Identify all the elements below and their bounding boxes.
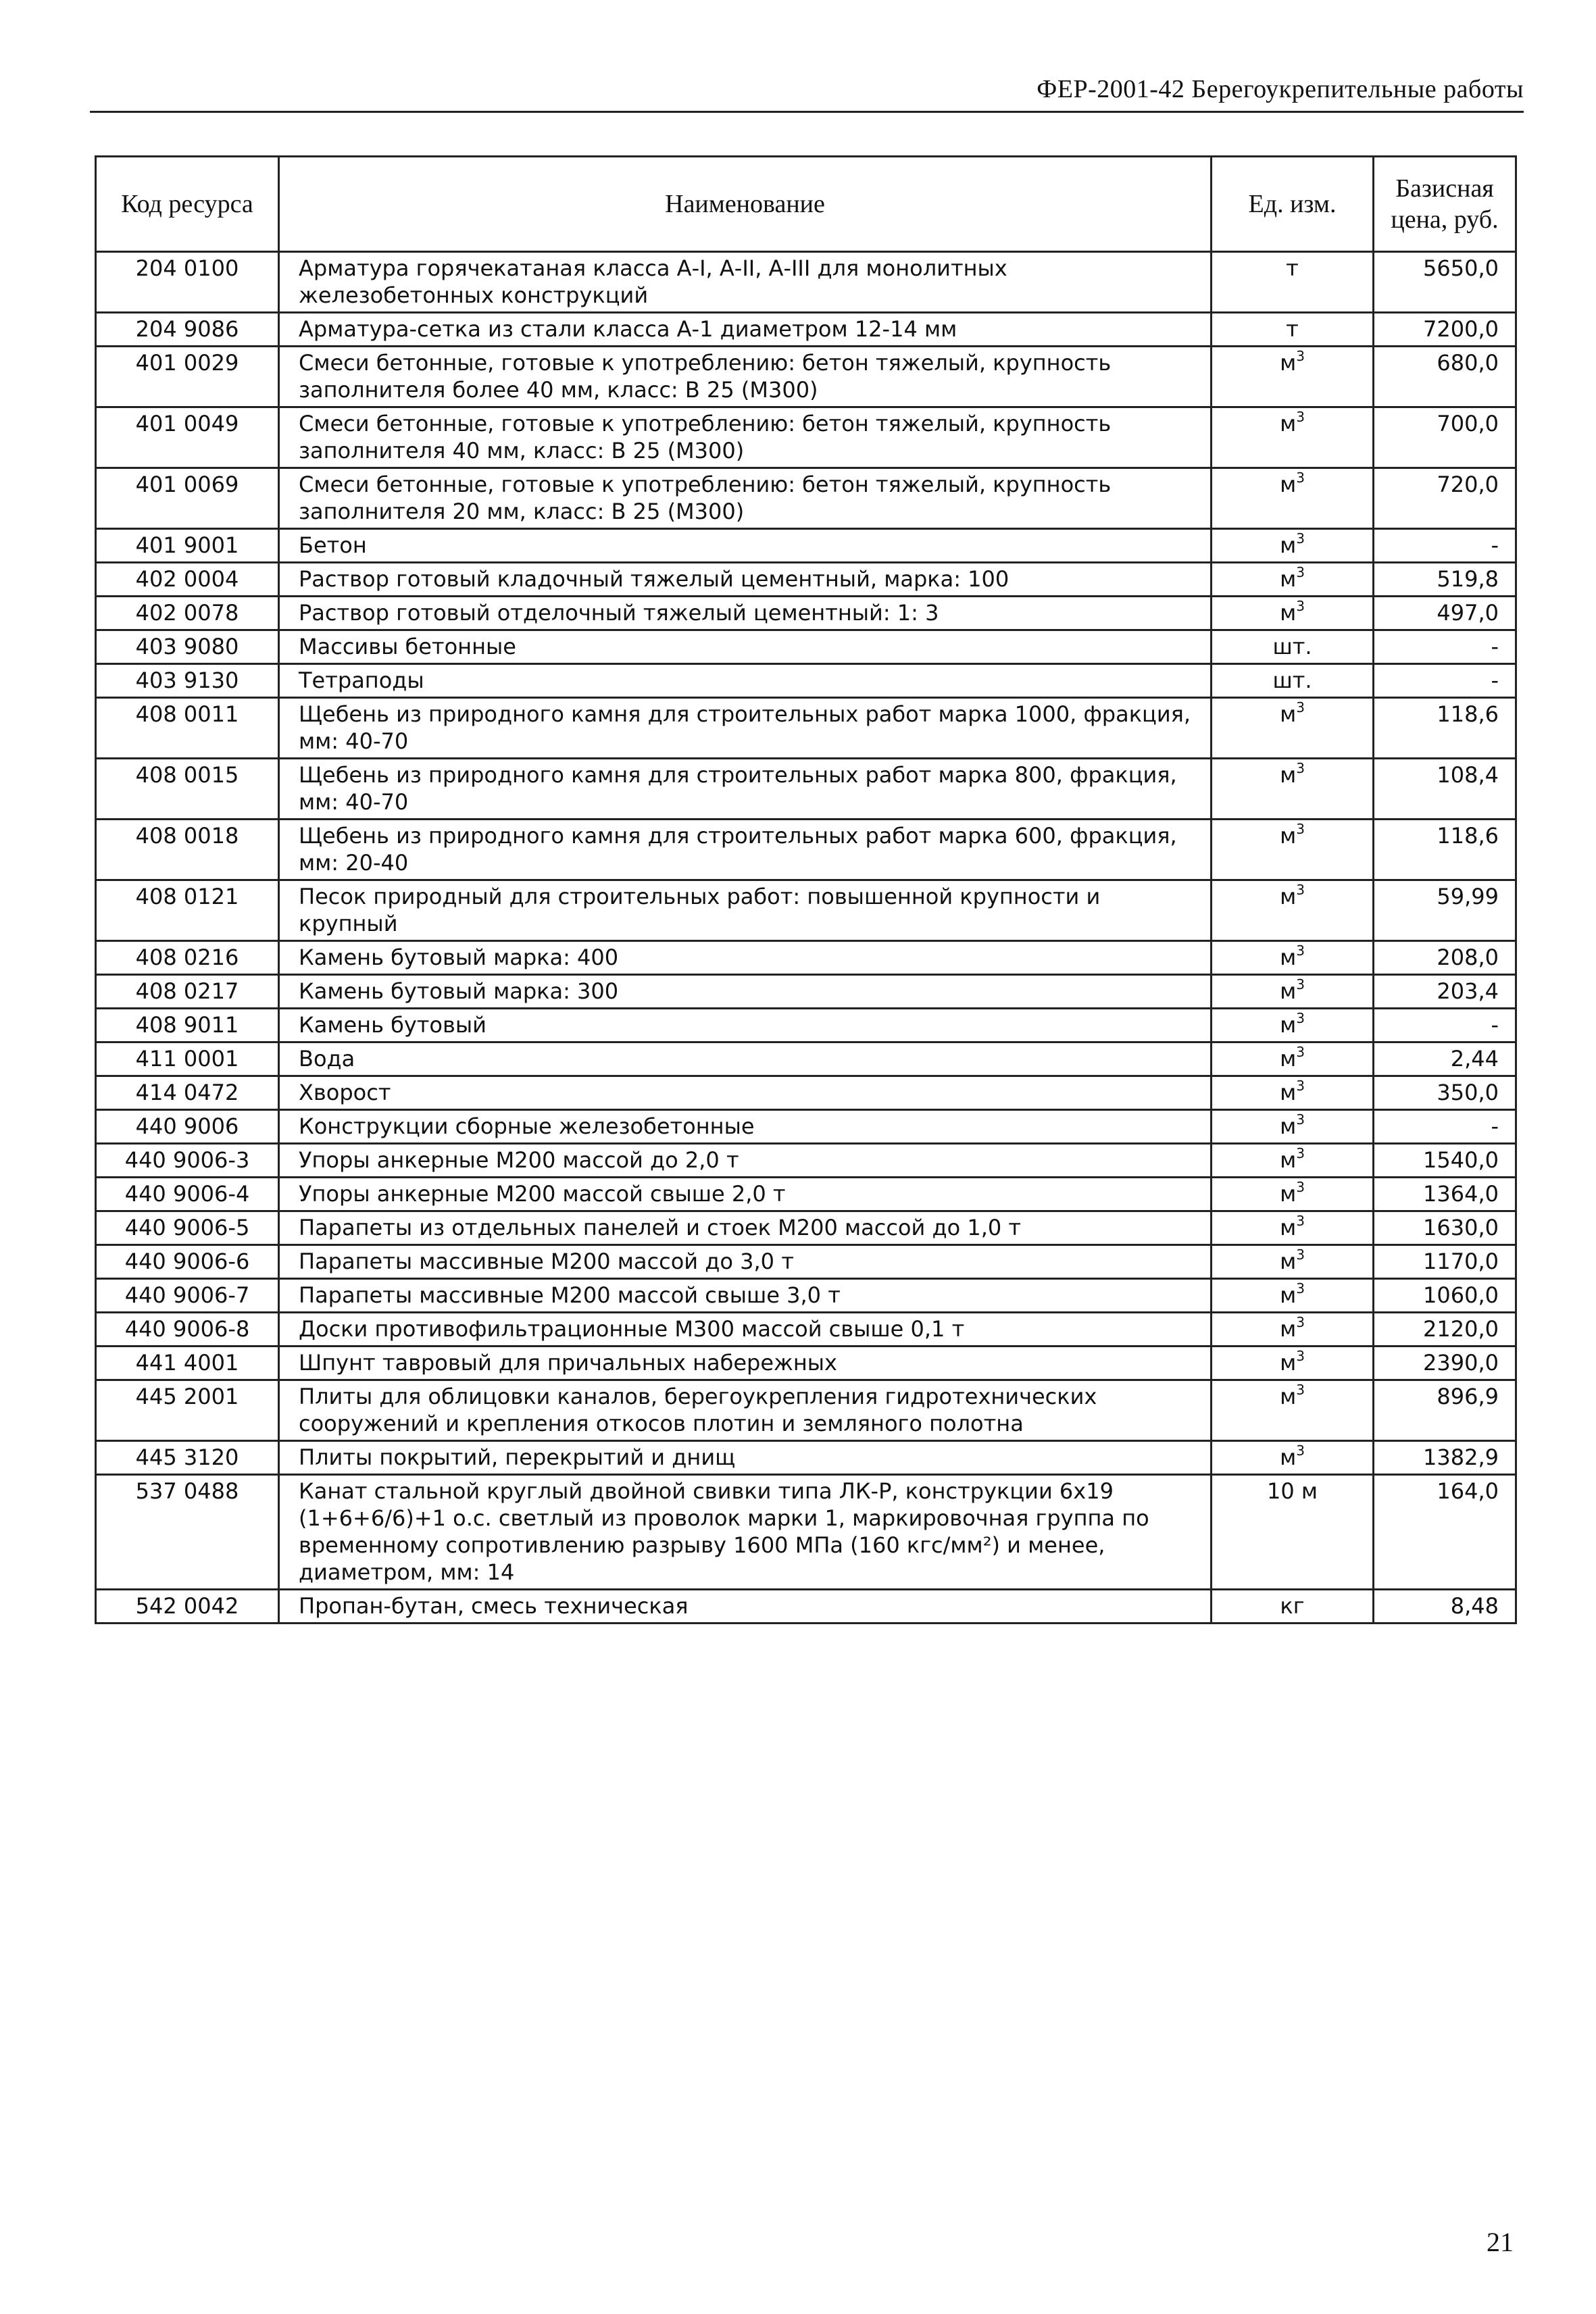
resource-name-cell: Арматура-сетка из стали класса А-1 диаметром 12-14 мм <box>279 313 1212 347</box>
base-price-cell: 59,99 <box>1374 880 1516 941</box>
resource-code-cell: 402 0078 <box>96 597 279 630</box>
resource-name-cell: Раствор готовый кладочный тяжелый цементный, марка: 100 <box>279 563 1212 597</box>
resource-code-cell: 408 0217 <box>96 975 279 1009</box>
table-row <box>96 975 1516 1009</box>
base-price-cell: 7200,0 <box>1374 313 1516 347</box>
unit-cell <box>1212 1009 1374 1042</box>
table-row <box>96 1380 1516 1441</box>
table-row <box>96 1009 1516 1042</box>
resource-name-cell: Раствор готовый отделочный тяжелый цементный: 1: 3 <box>279 597 1212 630</box>
base-price-cell: 896,9 <box>1374 1380 1516 1441</box>
resource-code-cell: 408 0018 <box>96 820 279 880</box>
unit-label: м <box>1280 566 1297 592</box>
base-price-cell: 208,0 <box>1374 941 1516 975</box>
unit-exponent: 3 <box>1296 1179 1305 1195</box>
unit-exponent: 3 <box>1296 1044 1305 1060</box>
column-header-code: Код ресурса <box>96 157 279 252</box>
unit-cell <box>1212 820 1374 880</box>
base-price-cell: 108,4 <box>1374 759 1516 820</box>
base-price-cell: 164,0 <box>1374 1475 1516 1590</box>
base-price-cell: 118,6 <box>1374 820 1516 880</box>
base-price-cell: 720,0 <box>1374 468 1516 529</box>
table-row <box>96 664 1516 698</box>
resource-name-cell: Плиты для облицовки каналов, берегоукрепления гидротехнических сооружений и крепления откосов плотин и земляного полотна <box>279 1380 1212 1441</box>
running-header: ФЕР-2001-42 Берегоукрепительные работы <box>90 74 1524 113</box>
base-price-cell: 2390,0 <box>1374 1347 1516 1380</box>
table-row <box>96 1313 1516 1347</box>
resource-name-cell: Камень бутовый <box>279 1009 1212 1042</box>
unit-cell <box>1212 630 1374 664</box>
table-row <box>96 1042 1516 1076</box>
resource-code-cell: 402 0004 <box>96 563 279 597</box>
resource-name-cell: Арматура горячекатаная класса А-I, А-II, А-III для монолитных железобетонных конструкций <box>279 252 1212 313</box>
column-header-price: Базисная цена, руб. <box>1374 157 1516 252</box>
resource-code-cell: 408 0121 <box>96 880 279 941</box>
resource-name-cell: Тетраподы <box>279 664 1212 698</box>
unit-cell <box>1212 1042 1374 1076</box>
unit-exponent: 3 <box>1296 564 1305 580</box>
resource-name-cell: Доски противофильтрационные М300 массой свыше 0,1 т <box>279 1313 1212 1347</box>
unit-cell <box>1212 563 1374 597</box>
resource-name-cell: Пропан-бутан, смесь техническая <box>279 1590 1212 1624</box>
resource-name-cell: Смеси бетонные, готовые к употреблению: бетон тяжелый, крупность заполнителя 20 мм, класс: В 25 (М300) <box>279 468 1212 529</box>
table-row <box>96 563 1516 597</box>
unit-exponent: 3 <box>1296 1213 1305 1229</box>
unit-label: м <box>1280 1444 1297 1470</box>
resource-name-cell: Парапеты из отдельных панелей и стоек М200 массой до 1,0 т <box>279 1211 1212 1245</box>
unit-label: м <box>1280 472 1297 497</box>
resource-code-cell: 401 0069 <box>96 468 279 529</box>
unit-cell <box>1212 1380 1374 1441</box>
unit-label: м <box>1280 532 1297 558</box>
base-price-cell: 1630,0 <box>1374 1211 1516 1245</box>
table-row <box>96 1245 1516 1279</box>
table-row <box>96 468 1516 529</box>
unit-exponent: 3 <box>1296 882 1305 898</box>
resource-code-cell: 414 0472 <box>96 1076 279 1110</box>
table-row <box>96 1590 1516 1624</box>
base-price-cell: - <box>1374 1009 1516 1042</box>
table-row <box>96 347 1516 407</box>
unit-cell <box>1212 1178 1374 1211</box>
base-price-cell: 497,0 <box>1374 597 1516 630</box>
resource-code-cell: 440 9006-6 <box>96 1245 279 1279</box>
resource-code-cell: 401 0029 <box>96 347 279 407</box>
table-row <box>96 1110 1516 1144</box>
resource-name-cell: Бетон <box>279 529 1212 563</box>
resource-code-cell: 408 0216 <box>96 941 279 975</box>
resource-name-cell: Массивы бетонные <box>279 630 1212 664</box>
unit-label: м <box>1280 1350 1297 1376</box>
resource-name-cell: Хворост <box>279 1076 1212 1110</box>
base-price-cell: 1364,0 <box>1374 1178 1516 1211</box>
unit-cell <box>1212 1590 1374 1624</box>
resource-name-cell: Канат стальной круглый двойной свивки типа ЛК-Р, конструкции 6х19 (1+6+6/6)+1 о.с. светлый из проволок марки 1, маркировочная группа по временному сопротивлению разрыву 1600 МПа (160 кгс/мм²) и менее, диаметром, мм: 14 <box>279 1475 1212 1590</box>
resource-name-cell: Щебень из природного камня для строительных работ марка 1000, фракция, мм: 40-70 <box>279 698 1212 759</box>
unit-exponent: 3 <box>1296 942 1305 959</box>
base-price-cell: - <box>1374 529 1516 563</box>
unit-cell <box>1212 468 1374 529</box>
resource-code-cell: 440 9006 <box>96 1110 279 1144</box>
resource-name-cell: Щебень из природного камня для строительных работ марка 800, фракция, мм: 40-70 <box>279 759 1212 820</box>
unit-label: м <box>1280 1080 1297 1105</box>
resource-name-cell: Парапеты массивные М200 массой до 3,0 т <box>279 1245 1212 1279</box>
table-row <box>96 1347 1516 1380</box>
unit-label: м <box>1280 350 1297 376</box>
base-price-cell: - <box>1374 630 1516 664</box>
unit-label: м <box>1280 1316 1297 1342</box>
unit-exponent: 3 <box>1296 1247 1305 1263</box>
table-row <box>96 407 1516 468</box>
unit-exponent: 3 <box>1296 821 1305 837</box>
unit-cell <box>1212 664 1374 698</box>
table-row <box>96 1076 1516 1110</box>
resource-code-cell: 411 0001 <box>96 1042 279 1076</box>
unit-cell <box>1212 1475 1374 1590</box>
unit-exponent: 3 <box>1296 1348 1305 1364</box>
unit-label: м <box>1280 1012 1297 1038</box>
unit-cell <box>1212 407 1374 468</box>
table-row <box>96 1475 1516 1590</box>
base-price-cell: 519,8 <box>1374 563 1516 597</box>
unit-cell <box>1212 1144 1374 1178</box>
unit-cell <box>1212 252 1374 313</box>
table-row <box>96 880 1516 941</box>
table-row <box>96 1144 1516 1178</box>
unit-exponent: 3 <box>1296 1442 1305 1459</box>
unit-cell <box>1212 941 1374 975</box>
unit-cell <box>1212 529 1374 563</box>
base-price-cell: 118,6 <box>1374 698 1516 759</box>
unit-label: шт. <box>1272 668 1312 693</box>
base-price-cell: 1060,0 <box>1374 1279 1516 1313</box>
base-price-cell: 5650,0 <box>1374 252 1516 313</box>
table-row <box>96 252 1516 313</box>
base-price-cell: 2120,0 <box>1374 1313 1516 1347</box>
table-header-row <box>96 157 1516 252</box>
table-row <box>96 698 1516 759</box>
table-body <box>96 252 1516 1624</box>
unit-cell <box>1212 313 1374 347</box>
unit-cell <box>1212 1076 1374 1110</box>
unit-label: 10 м <box>1266 1478 1318 1504</box>
resource-name-cell: Шпунт тавровый для причальных набережных <box>279 1347 1212 1380</box>
unit-cell <box>1212 1313 1374 1347</box>
unit-cell <box>1212 975 1374 1009</box>
unit-exponent: 3 <box>1296 1145 1305 1161</box>
table-row <box>96 630 1516 664</box>
unit-cell <box>1212 347 1374 407</box>
unit-exponent: 3 <box>1296 760 1305 776</box>
base-price-cell: 700,0 <box>1374 407 1516 468</box>
unit-exponent: 3 <box>1296 1111 1305 1128</box>
resource-code-cell: 401 9001 <box>96 529 279 563</box>
unit-exponent: 3 <box>1296 1078 1305 1094</box>
resource-name-cell: Плиты покрытий, перекрытий и днищ <box>279 1441 1212 1475</box>
base-price-cell: - <box>1374 664 1516 698</box>
resource-code-cell: 403 9080 <box>96 630 279 664</box>
unit-cell <box>1212 1110 1374 1144</box>
base-price-cell: 2,44 <box>1374 1042 1516 1076</box>
unit-label: т <box>1286 255 1299 281</box>
unit-label: м <box>1280 1215 1297 1240</box>
unit-exponent: 3 <box>1296 598 1305 614</box>
unit-label: м <box>1280 1384 1297 1409</box>
resource-code-cell: 408 0015 <box>96 759 279 820</box>
resource-name-cell: Камень бутовый марка: 400 <box>279 941 1212 975</box>
unit-exponent: 3 <box>1296 470 1305 486</box>
table-row <box>96 1279 1516 1313</box>
base-price-cell: 1382,9 <box>1374 1441 1516 1475</box>
unit-label: м <box>1280 978 1297 1004</box>
unit-cell <box>1212 1245 1374 1279</box>
unit-label: м <box>1280 600 1297 626</box>
resource-name-cell: Камень бутовый марка: 300 <box>279 975 1212 1009</box>
resource-code-cell: 537 0488 <box>96 1475 279 1590</box>
resource-price-table <box>95 155 1517 1624</box>
unit-cell <box>1212 1211 1374 1245</box>
resource-code-cell: 440 9006-7 <box>96 1279 279 1313</box>
unit-label: т <box>1286 316 1299 342</box>
unit-cell <box>1212 1441 1374 1475</box>
unit-label: м <box>1280 1046 1297 1072</box>
unit-label: м <box>1280 1181 1297 1207</box>
unit-exponent: 3 <box>1296 1280 1305 1297</box>
unit-exponent: 3 <box>1296 1314 1305 1330</box>
unit-label: кг <box>1280 1593 1305 1619</box>
unit-cell <box>1212 759 1374 820</box>
page-number: 21 <box>1487 2227 1514 2257</box>
table-row <box>96 759 1516 820</box>
base-price-cell: 203,4 <box>1374 975 1516 1009</box>
table-row <box>96 820 1516 880</box>
table-row <box>96 1178 1516 1211</box>
unit-cell <box>1212 1279 1374 1313</box>
resource-code-cell: 408 0011 <box>96 698 279 759</box>
resource-code-cell: 204 9086 <box>96 313 279 347</box>
unit-exponent: 3 <box>1296 530 1305 547</box>
unit-cell <box>1212 698 1374 759</box>
unit-label: шт. <box>1272 634 1312 659</box>
resource-name-cell: Парапеты массивные М200 массой свыше 3,0 т <box>279 1279 1212 1313</box>
unit-cell <box>1212 1347 1374 1380</box>
unit-exponent: 3 <box>1296 348 1305 364</box>
base-price-cell: - <box>1374 1110 1516 1144</box>
resource-code-cell: 445 3120 <box>96 1441 279 1475</box>
table-row <box>96 941 1516 975</box>
table-row <box>96 1211 1516 1245</box>
resource-name-cell: Смеси бетонные, готовые к употреблению: бетон тяжелый, крупность заполнителя 40 мм, класс: В 25 (М300) <box>279 407 1212 468</box>
unit-label: м <box>1280 411 1297 436</box>
base-price-cell: 350,0 <box>1374 1076 1516 1110</box>
base-price-cell: 1170,0 <box>1374 1245 1516 1279</box>
resource-code-cell: 204 0100 <box>96 252 279 313</box>
unit-exponent: 3 <box>1296 976 1305 992</box>
base-price-cell: 680,0 <box>1374 347 1516 407</box>
resource-code-cell: 440 9006-3 <box>96 1144 279 1178</box>
unit-label: м <box>1280 1147 1297 1173</box>
resource-name-cell: Упоры анкерные М200 массой до 2,0 т <box>279 1144 1212 1178</box>
unit-exponent: 3 <box>1296 1382 1305 1398</box>
unit-exponent: 3 <box>1296 699 1305 715</box>
resource-code-cell: 441 4001 <box>96 1347 279 1380</box>
unit-label: м <box>1280 762 1297 788</box>
resource-name-cell: Упоры анкерные М200 массой свыше 2,0 т <box>279 1178 1212 1211</box>
column-header-name: Наименование <box>279 157 1212 252</box>
unit-label: м <box>1280 1249 1297 1274</box>
resource-code-cell: 408 9011 <box>96 1009 279 1042</box>
unit-label: м <box>1280 945 1297 970</box>
resource-name-cell: Смеси бетонные, готовые к употреблению: бетон тяжелый, крупность заполнителя более 40 мм, класс: В 25 (М300) <box>279 347 1212 407</box>
resource-code-cell: 440 9006-4 <box>96 1178 279 1211</box>
resource-code-cell: 403 9130 <box>96 664 279 698</box>
resource-name-cell: Вода <box>279 1042 1212 1076</box>
unit-label: м <box>1280 823 1297 849</box>
table-row <box>96 1441 1516 1475</box>
unit-exponent: 3 <box>1296 1010 1305 1026</box>
unit-exponent: 3 <box>1296 409 1305 425</box>
resource-code-cell: 440 9006-5 <box>96 1211 279 1245</box>
base-price-cell: 8,48 <box>1374 1590 1516 1624</box>
resource-code-cell: 440 9006-8 <box>96 1313 279 1347</box>
table-row <box>96 597 1516 630</box>
resource-name-cell: Конструкции сборные железобетонные <box>279 1110 1212 1144</box>
table-row <box>96 313 1516 347</box>
resource-name-cell: Песок природный для строительных работ: повышенной крупности и крупный <box>279 880 1212 941</box>
resource-code-cell: 542 0042 <box>96 1590 279 1624</box>
resource-name-cell: Щебень из природного камня для строительных работ марка 600, фракция, мм: 20-40 <box>279 820 1212 880</box>
table-row <box>96 529 1516 563</box>
unit-label: м <box>1280 1282 1297 1308</box>
resource-code-cell: 401 0049 <box>96 407 279 468</box>
unit-label: м <box>1280 1113 1297 1139</box>
resource-code-cell: 445 2001 <box>96 1380 279 1441</box>
column-header-unit: Ед. изм. <box>1212 157 1374 252</box>
unit-label: м <box>1280 701 1297 727</box>
unit-label: м <box>1280 884 1297 909</box>
unit-cell <box>1212 597 1374 630</box>
base-price-cell: 1540,0 <box>1374 1144 1516 1178</box>
unit-cell <box>1212 880 1374 941</box>
